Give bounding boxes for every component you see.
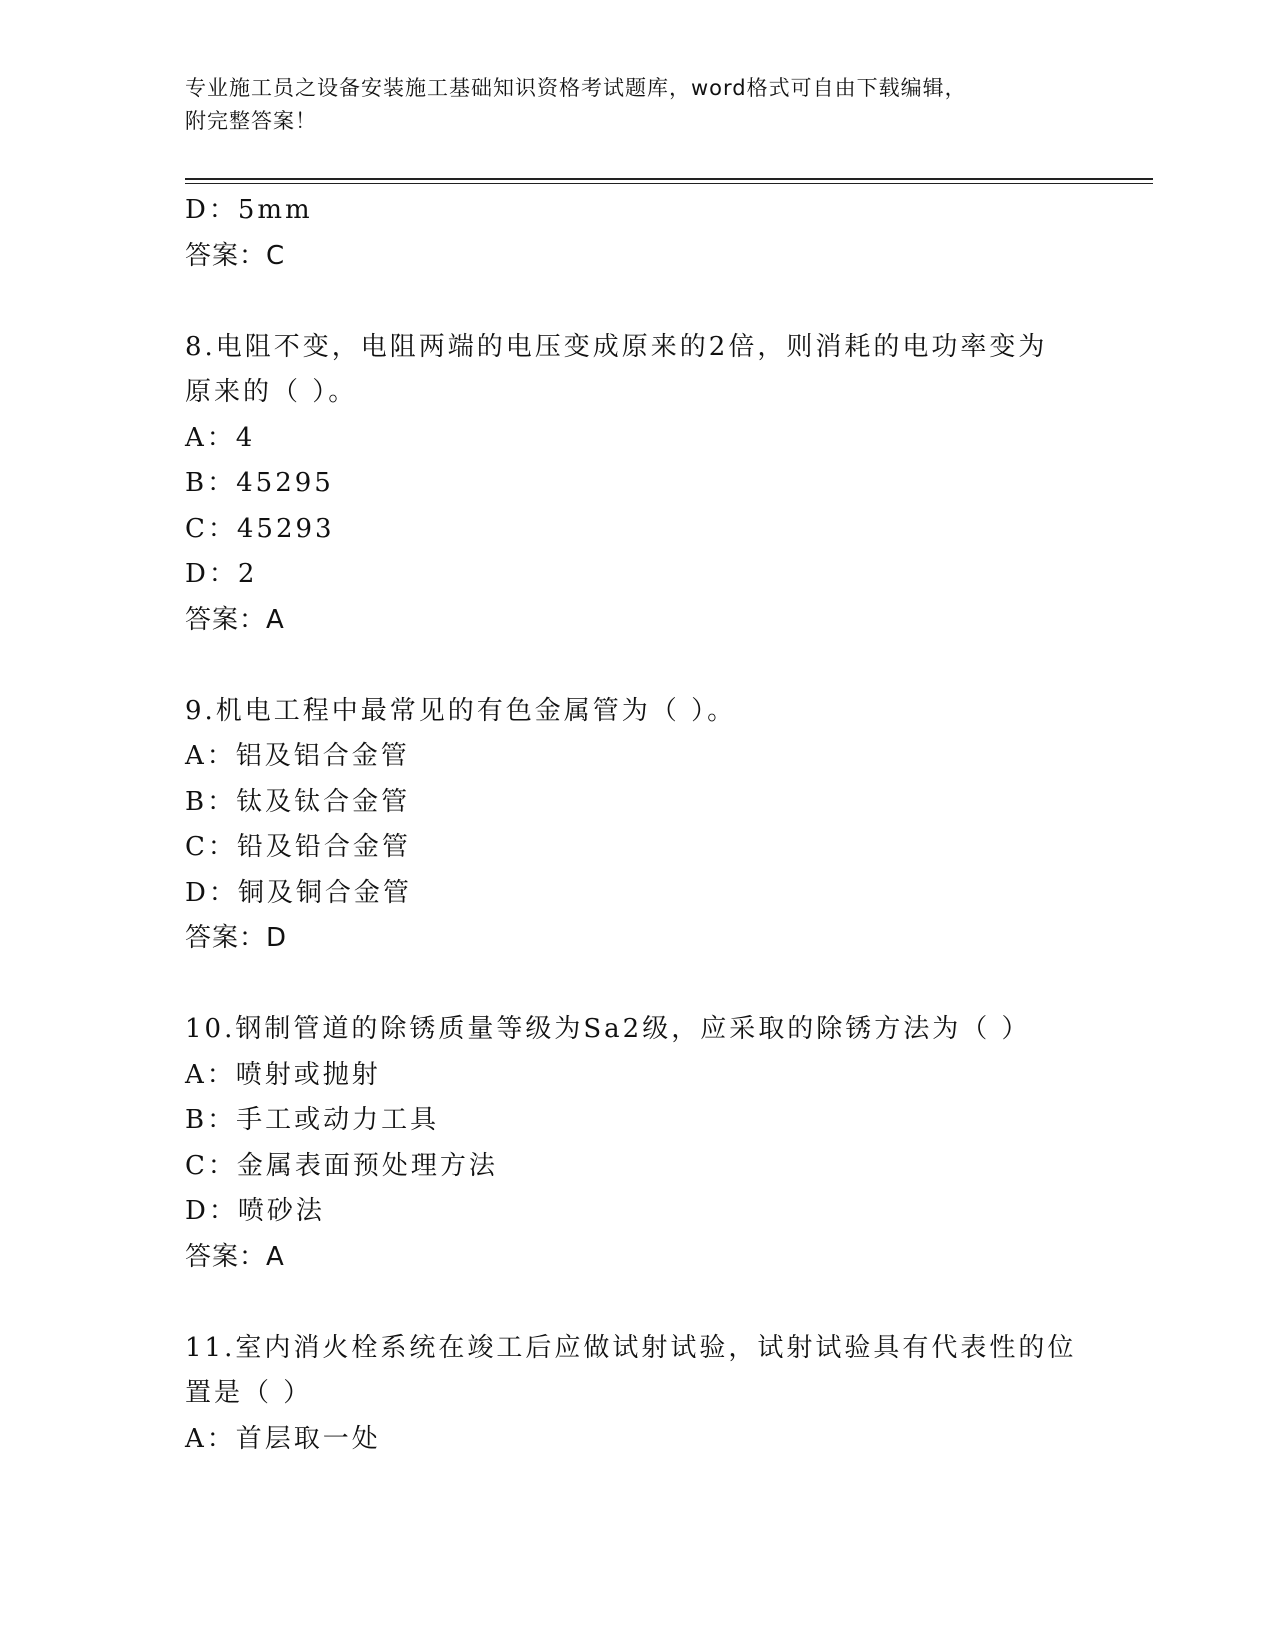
question-stem: 8.电阻不变，电阻两端的电压变成原来的2倍，则消耗的电功率变为 <box>185 331 1048 362</box>
question-stem-continued: 原来的（ ）。 <box>185 377 358 407</box>
spacer <box>185 962 1085 1008</box>
question-stem: 10.钢制管道的除锈质量等级为Sa2级，应采取的除锈方法为（ ） <box>185 1014 1031 1044</box>
question-answer: 答案：A <box>185 1241 285 1272</box>
spacer <box>185 279 1085 325</box>
previous-question-option-d: D：5mm <box>185 195 313 225</box>
option-a: A：铝及铝合金管 <box>185 741 410 771</box>
question-8 <box>185 325 1085 644</box>
option-d: D：2 <box>185 559 258 589</box>
question-10 <box>185 1007 1085 1280</box>
header-divider-thick <box>185 178 1153 180</box>
header-line-2: 附完整答案！ <box>185 109 317 133</box>
option-a: A：首层取一处 <box>185 1423 381 1454</box>
spacer <box>185 643 1085 689</box>
question-answer: 答案：D <box>185 923 288 953</box>
option-c: C：铅及铅合金管 <box>185 832 411 862</box>
option-c: C：45293 <box>185 513 335 544</box>
option-a: A：4 <box>185 422 256 453</box>
spacer <box>185 1280 1085 1326</box>
header-line-1: 专业施工员之设备安装施工基础知识资格考试题库，word格式可自由下载编辑， <box>185 76 967 100</box>
option-b: B：45295 <box>185 468 334 498</box>
page-header <box>185 72 1085 138</box>
option-a: A：喷射或抛射 <box>185 1059 381 1090</box>
header-divider-thin <box>185 183 1153 184</box>
previous-question-answer: 答案：C <box>185 240 286 271</box>
option-d: D：铜及铜合金管 <box>185 877 412 908</box>
option-c: C：金属表面预处理方法 <box>185 1150 498 1181</box>
question-stem-continued: 置是（ ） <box>185 1378 313 1408</box>
option-d: D：喷砂法 <box>185 1196 325 1226</box>
question-stem: 11.室内消火栓系统在竣工后应做试射试验，试射试验具有代表性的位 <box>185 1332 1077 1363</box>
question-stem: 9.机电工程中最常见的有色金属管为（ ）。 <box>185 695 737 726</box>
question-list <box>185 188 1085 1462</box>
question-answer: 答案：A <box>185 604 285 635</box>
option-b: B：钛及钛合金管 <box>185 786 411 817</box>
question-9 <box>185 689 1085 962</box>
question-11 <box>185 1326 1085 1463</box>
option-b: B：手工或动力工具 <box>185 1105 440 1135</box>
